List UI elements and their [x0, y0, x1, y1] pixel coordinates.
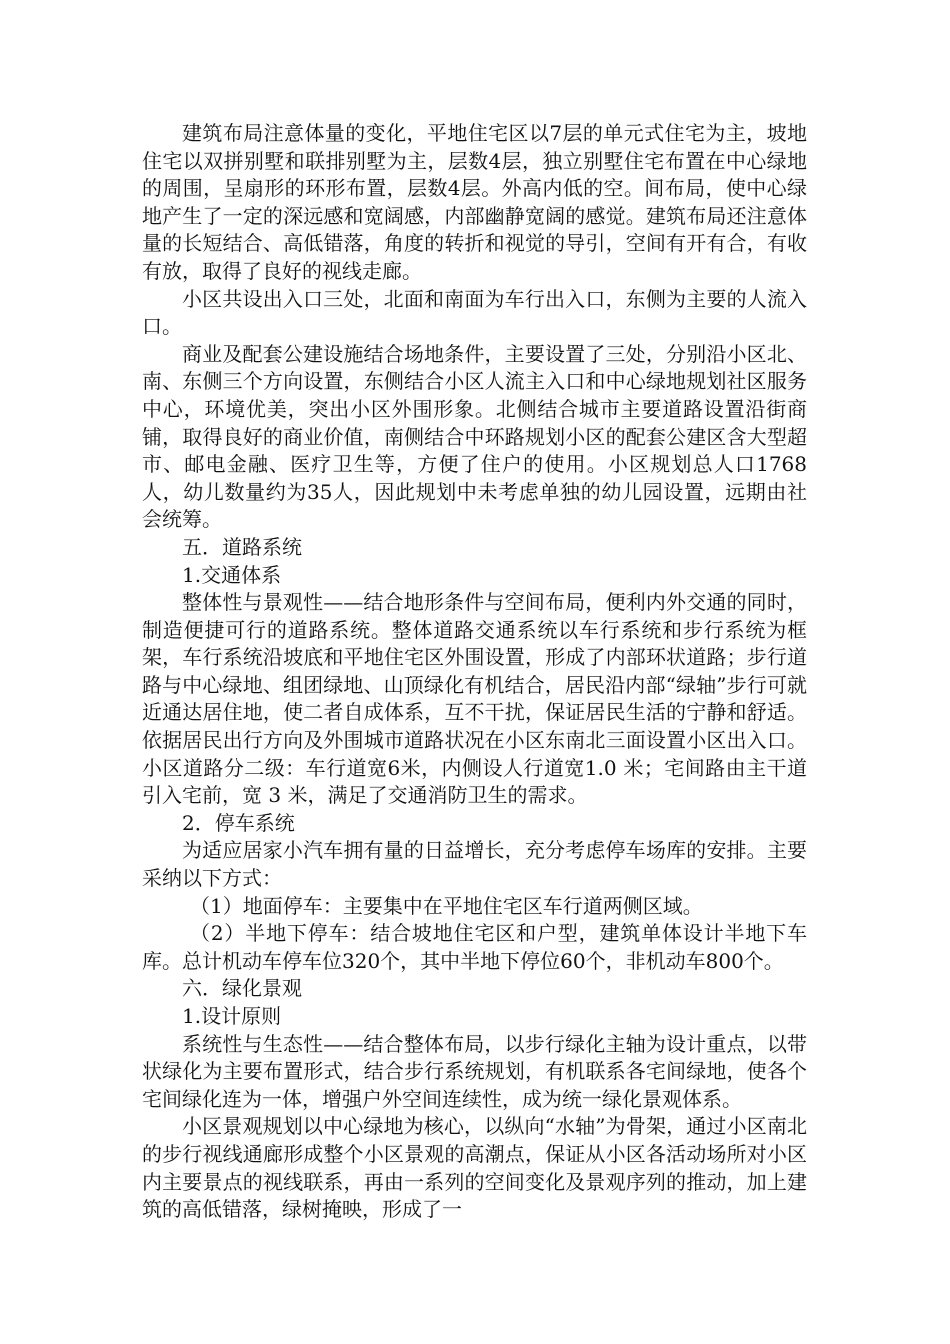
paragraph-commercial-facilities: 商业及配套公建设施结合场地条件，主要设置了三处，分别沿小区北、南、东侧三个方向设置，东侧结合小区人流主入口和中心绿地规划社区服务中心，环境优美，突出小区外围形象。北侧结合城市主要道路设置沿街商铺，取得良好的商业价值，南侧结合中环路规划小区的配套公建区含大型超市、邮电金融、医疗卫生等，方便了住户的使用。小区规划总人口1768人，幼儿数量约为35人，因此规划中未考虑单独的幼儿园设置，远期由社会统筹。 — [142, 341, 807, 532]
paragraph-parking-intro: 为适应居家小汽车拥有量的日益增长，充分考虑停车场库的安排。主要采纳以下方式： — [142, 838, 807, 891]
paragraph-building-layout: 建筑布局注意体量的变化，平地住宅区以7层的单元式住宅为主，坡地住宅以双拼别墅和联排别墅为主，层数4层，独立别墅住宅布置在中心绿地的周围，呈扇形的环形布置，层数4层。外高内低的空。间布局，使中心绿地产生了一定的深远感和宽阔感，内部幽静宽阔的感觉。建筑布局还注意体量的长短结合、高低错落，角度的转折和视觉的导引，空间有开有合，有收有放，取得了良好的视线走廊。 — [142, 121, 807, 283]
section-heading-road-system: 五．道路系统 — [182, 534, 302, 559]
paragraph-traffic-system: 整体性与景观性——结合地形条件与空间布局，便利内外交通的同时，制造便捷可行的道路系统。整体道路交通系统以车行系统和步行系统为框架，车行系统沿坡底和平地住宅区外围设置，形成了内部环状道路；步行道路与中心绿地、组团绿地、山顶绿化有机结合，居民沿内部“绿轴”步行可就近通达居住地，使二者自成体系，互不干扰，保证居民生活的宁静和舒适。依据居民出行方向及外围城市道路状况在小区东南北三面设置小区出入口。小区道路分二级：车行道宽6米，内侧设人行道宽1.0 米；宅间路由主干道引入宅前，宽 3 米，满足了交通消防卫生的需求。 — [142, 590, 807, 808]
paragraph-entrances: 小区共设出入口三处，北面和南面为车行出入口，东侧为主要的人流入口。 — [142, 286, 807, 339]
paragraph-design-principles: 系统性与生态性——结合整体布局，以步行绿化主轴为设计重点，以带状绿化为主要布置形式，结合步行系统规划，有机联系各宅间绿地，使各个宅间绿化连为一体，增强户外空间连续性，成为统一绿化景观体系。 — [142, 1031, 807, 1111]
section-heading-landscaping: 六．绿化景观 — [182, 976, 302, 1001]
document-page — [142, 120, 807, 1224]
paragraph-landscape-planning: 小区景观规划以中心绿地为核心，以纵向“水轴”为骨架，通过小区南北的步行视线通廊形成整个小区景观的高潮点，保证从小区各活动场所对小区内主要景点的视线联系，再由一系列的空间变化及景观序列的推动，加上建筑的高低错落，绿树掩映，形成了一 — [142, 1114, 807, 1222]
subheading-parking-system: 2．停车系统 — [182, 810, 295, 835]
subheading-traffic-system: 1.交通体系 — [182, 562, 282, 587]
subheading-design-principles: 1.设计原则 — [182, 1004, 282, 1028]
list-item-semi-underground-parking: （2）半地下停车：结合坡地住宅区和户型，建筑单体设计半地下车库。总计机动车停车位320个，其中半地下停位60个，非机动车800个。 — [142, 921, 807, 973]
list-item-ground-parking: （1）地面停车：主要集中在平地住宅区车行道两侧区域。 — [190, 893, 703, 918]
